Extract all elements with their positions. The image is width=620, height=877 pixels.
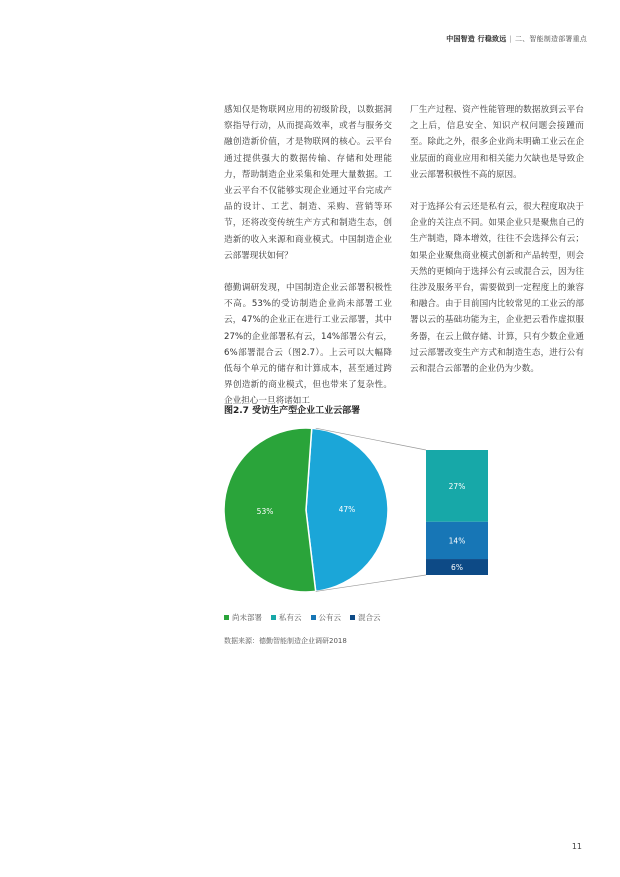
left-paragraph-2: 德勤调研发现，中国制造企业云部署积极性不高。53%的受访制造企业尚未部署工业云，47%的企业正在进行工业云部署，其中27%的企业部署私有云，14%部署公有云，6%部署混合云（图2.7）。上云可以大幅降低每个单元的储存和计算成本，甚至通过跨界创造新的商业模式，但也带来了复杂性。企业担心一旦将诸如工: [224, 283, 392, 407]
right-paragraph-2: 对于选择公有云还是私有云，很大程度取决于企业的关注点不同。如果企业只是聚焦自己的生产制造，降本增效，往往不会选择公有云；如果企业聚焦商业模式创新和产品转型，则会天然的更倾向于选择公有云或混合云，因为往往涉及服务平台，需要做到一定程度上的兼容和融合。由于目前国内比较常见的工业云的部署以云的基础功能为主，企业把云看作虚拟服务器，在云上做存储、计算，只有少数企业通过云部署改变生产方式和制造生态，进行公有云和混合云部署的企业仍为少数。: [410, 202, 584, 375]
right-column: [410, 102, 584, 377]
running-header: [446, 34, 587, 44]
left-paragraph-1: 感知仅是物联网应用的初级阶段，以数据洞察指导行动，从而提高效率，或者与服务交融创造新价值，才是物联网的核心。云平台通过提供强大的数据传输、存储和处理能力，帮助制造企业采集和处理大量数据。工业云平台不仅能够实现企业通过平台完成产品的设计、工艺、制造、采购、营销等环节，还将改变传统生产方式和制造生态，创造新的收入来源和商业模式。中国制造企业云部署现状如何？: [224, 105, 392, 261]
bar-label-2: 6%: [451, 563, 463, 573]
legend-label: 公有云: [318, 613, 341, 622]
right-paragraph-1: 厂生产过程、资产性能管理的数据放到云平台之上后，信息安全、知识产权问题会接踵而至。除此之外，很多企业尚未明确工业云在企业层面的商业应用和相关能力欠缺也是导致企业云部署积极性不高的原因。: [410, 105, 584, 180]
header-brand: 中国智造 行稳致远: [446, 35, 507, 43]
legend-item: [224, 612, 262, 623]
legend-swatch: [224, 615, 229, 620]
legend-item: [271, 612, 302, 623]
pie-label-deployed: 47%: [338, 505, 356, 515]
header-separator: |: [509, 35, 512, 43]
legend-label: 私有云: [279, 613, 302, 622]
legend-swatch: [271, 615, 276, 620]
legend-item: [350, 612, 381, 623]
legend-item: [311, 612, 342, 623]
pie-of-bar-chart: [220, 420, 520, 600]
left-column: [224, 102, 392, 410]
page-number: 11: [571, 842, 582, 851]
legend-swatch: [311, 615, 316, 620]
legend-label: 尚未部署: [232, 613, 262, 622]
bar-label-1: 14%: [448, 536, 466, 546]
header-section: 二、智能制造部署重点: [515, 35, 587, 43]
figure-title: 图2.7 受访生产型企业工业云部署: [224, 406, 361, 416]
legend-label: 混合云: [358, 613, 381, 622]
pie-label-not-deployed: 53%: [256, 506, 274, 516]
bar-label-0: 27%: [448, 481, 466, 491]
legend-swatch: [350, 615, 355, 620]
data-source: 数据来源：德勤智能制造企业调研2018: [224, 637, 347, 645]
chart-legend: [224, 612, 381, 623]
